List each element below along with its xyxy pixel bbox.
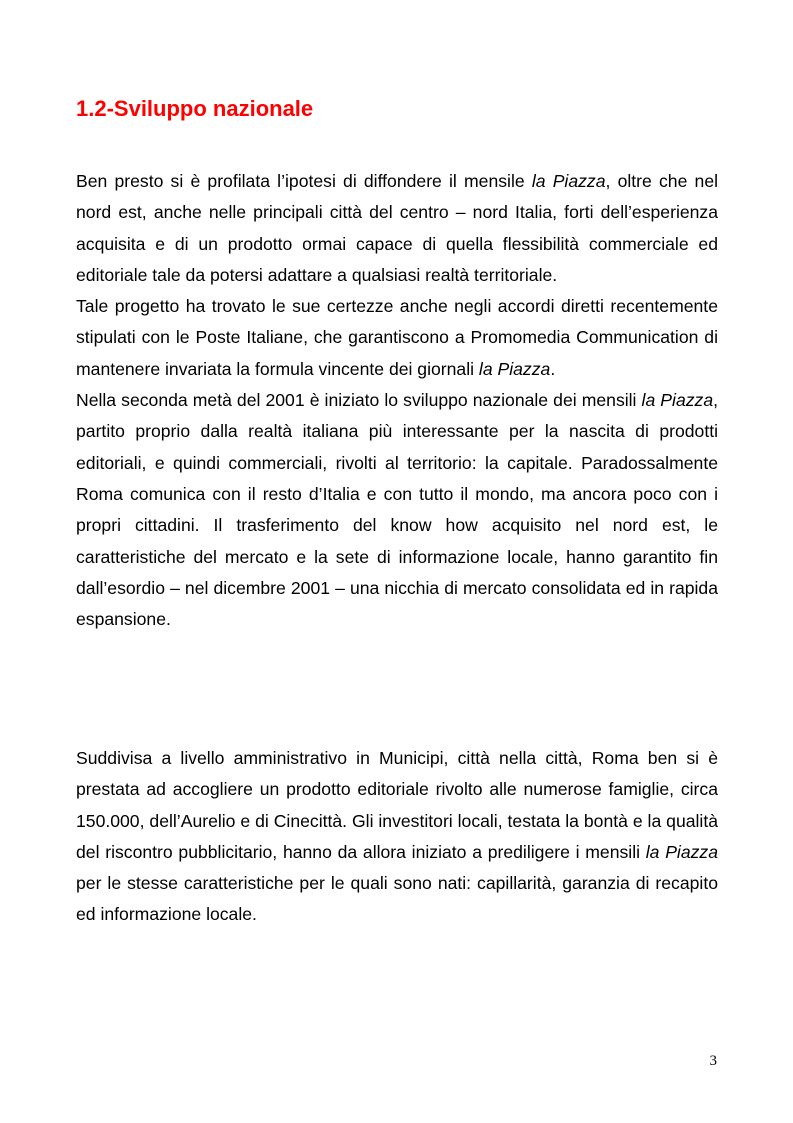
paragraph-text: , oltre che nel nord est, anche nelle principali città del centro – nord Italia, forti dell’esperienza acquisita e di un prodotto ormai capace di quella flessibilità commerciale ed editoriale tale da potersi adattare a qualsiasi realtà territoriale.	[76, 171, 719, 285]
paragraph-text: .	[550, 358, 556, 379]
paragraph-text: Tale progetto ha trovato le sue certezze anche negli accordi diretti recentemente stipulati con le Poste Italiane, che garantiscono a Promomedia Communication di mantenere invariata la formula vincente dei giornali	[76, 296, 718, 379]
paragraph-project	[76, 291, 718, 385]
page-number: 3	[709, 1053, 717, 1069]
text-block-rome	[76, 743, 718, 931]
section-heading: 1.2-Sviluppo nazionale	[76, 96, 314, 121]
paragraph-text: , partito proprio dalla realtà italiana più interessante per la nascita di prodotti editoriali, e quindi commerciali, rivolti al territorio: la capitale. Paradossalmente Roma comunica con il resto d’Italia e con tutto il mondo, ma ancora poco con i propri cittadini. Il trasferimento del know how acquisito nel nord est, le caratteristiche del mercato e la sete di informazione locale, hanno garantito fin dall’esordio – nel dicembre 2001 – una nicchia di mercato consolidata ed in rapida espansione.	[76, 390, 719, 630]
paragraph-text: per le stesse caratteristiche per le quali sono nati: capillarità, garanzia di recapito ed informazione locale.	[76, 873, 718, 925]
publication-title: la Piazza	[531, 171, 606, 191]
paragraph-text: Nella seconda metà del 2001 è iniziato lo sviluppo nazionale dei mensili	[76, 390, 642, 411]
text-block-main	[76, 166, 718, 635]
publication-title: la Piazza	[478, 358, 551, 379]
paragraph-national-development	[76, 385, 718, 635]
paragraph-text: Ben presto si è profilata l’ipotesi di diffondere il mensile	[76, 171, 532, 191]
publication-title: la Piazza	[641, 390, 714, 411]
paragraph-diffusion	[76, 166, 718, 291]
paragraph-municipi	[76, 743, 718, 931]
paragraph-text: Suddivisa a livello amministrativo in Municipi, città nella città, Roma ben si è prestata ad accogliere un prodotto editoriale rivolto alle numerose famiglie, circa 150.000, dell’Aurelio e di Cinecittà. Gli investitori locali, testata la bontà e la qualità del riscontro pubblicitario, hanno da allora iniziato a prediligere i mensili	[76, 748, 718, 862]
publication-title: la Piazza	[645, 841, 719, 862]
